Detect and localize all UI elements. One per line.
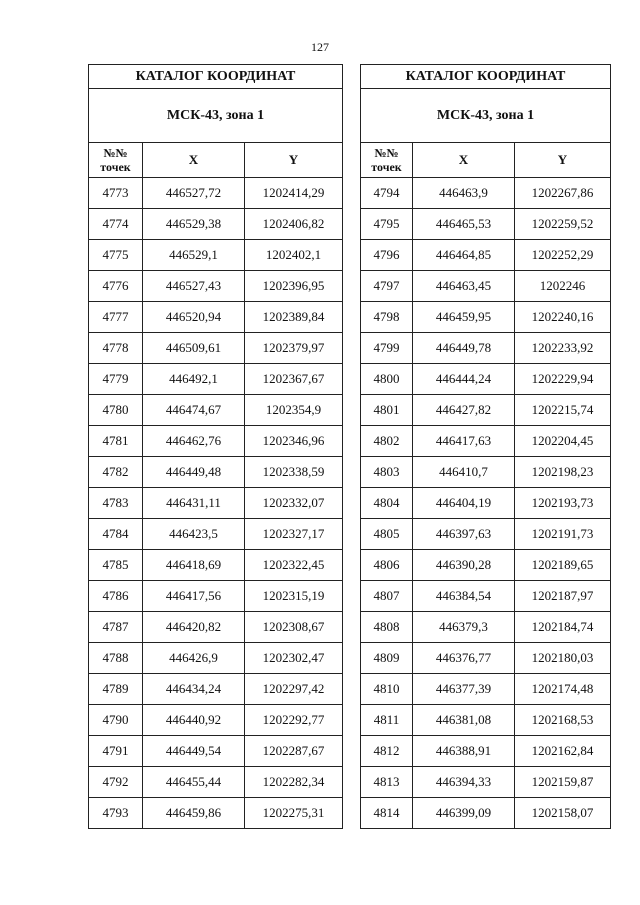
x-coordinate-cell: 446529,38: [143, 209, 245, 240]
y-coordinate-cell: 1202191,73: [515, 519, 611, 550]
y-coordinate-cell: 1202252,29: [515, 240, 611, 271]
point-number-cell: 4814: [361, 798, 413, 829]
point-number-cell: 4796: [361, 240, 413, 271]
page-number: 127: [311, 40, 329, 54]
table-row: [89, 767, 343, 798]
x-coordinate-cell: 446463,45: [413, 271, 515, 302]
x-coordinate-cell: 446394,33: [413, 767, 515, 798]
table-row: [89, 736, 343, 767]
point-number-cell: 4795: [361, 209, 413, 240]
table-row: [361, 767, 611, 798]
table-row: [361, 519, 611, 550]
point-number-cell: 4803: [361, 457, 413, 488]
table-row: [89, 240, 343, 271]
x-coordinate-cell: 446399,09: [413, 798, 515, 829]
table-row: [89, 581, 343, 612]
point-number-cell: 4781: [89, 426, 143, 457]
point-number-cell: 4808: [361, 612, 413, 643]
column-header-point-number-line1: №№: [103, 146, 128, 160]
y-coordinate-cell: 1202379,97: [245, 333, 343, 364]
point-number-cell: 4797: [361, 271, 413, 302]
catalog-subtitle: МСК-43, зона 1: [89, 89, 343, 143]
point-number-cell: 4790: [89, 705, 143, 736]
point-number-cell: 4782: [89, 457, 143, 488]
table-row: [361, 581, 611, 612]
column-header-point-number-line1: №№: [374, 146, 399, 160]
point-number-cell: 4810: [361, 674, 413, 705]
y-coordinate-cell: 1202240,16: [515, 302, 611, 333]
x-coordinate-cell: 446427,82: [413, 395, 515, 426]
point-number-cell: 4774: [89, 209, 143, 240]
point-number-cell: 4787: [89, 612, 143, 643]
point-number-cell: 4779: [89, 364, 143, 395]
y-coordinate-cell: 1202297,42: [245, 674, 343, 705]
point-number-cell: 4788: [89, 643, 143, 674]
table-row: [89, 209, 343, 240]
y-coordinate-cell: 1202215,74: [515, 395, 611, 426]
catalog-body-right: [361, 178, 611, 829]
x-coordinate-cell: 446449,48: [143, 457, 245, 488]
table-row: [361, 736, 611, 767]
x-coordinate-cell: 446465,53: [413, 209, 515, 240]
table-row: [361, 798, 611, 829]
y-coordinate-cell: 1202396,95: [245, 271, 343, 302]
y-coordinate-cell: 1202315,19: [245, 581, 343, 612]
x-coordinate-cell: 446431,11: [143, 488, 245, 519]
point-number-cell: 4805: [361, 519, 413, 550]
point-number-cell: 4809: [361, 643, 413, 674]
point-number-cell: 4777: [89, 302, 143, 333]
y-coordinate-cell: 1202187,97: [515, 581, 611, 612]
table-row: [361, 643, 611, 674]
y-coordinate-cell: 1202338,59: [245, 457, 343, 488]
table-row: [361, 240, 611, 271]
x-coordinate-cell: 446377,39: [413, 674, 515, 705]
x-coordinate-cell: 446379,3: [413, 612, 515, 643]
column-header-y: Y: [515, 143, 611, 178]
table-row: [361, 705, 611, 736]
table-row: [89, 364, 343, 395]
y-coordinate-cell: 1202367,67: [245, 364, 343, 395]
y-coordinate-cell: 1202204,45: [515, 426, 611, 457]
table-row: [361, 488, 611, 519]
point-number-cell: 4776: [89, 271, 143, 302]
table-row: [89, 550, 343, 581]
x-coordinate-cell: 446418,69: [143, 550, 245, 581]
y-coordinate-cell: 1202322,45: [245, 550, 343, 581]
x-coordinate-cell: 446440,92: [143, 705, 245, 736]
column-header-point-number-line2: точек: [371, 160, 402, 174]
table-row: [89, 705, 343, 736]
column-header-y: Y: [245, 143, 343, 178]
table-row: [361, 674, 611, 705]
point-number-cell: 4775: [89, 240, 143, 271]
y-coordinate-cell: 1202229,94: [515, 364, 611, 395]
table-row: [361, 364, 611, 395]
x-coordinate-cell: 446455,44: [143, 767, 245, 798]
table-row: [89, 612, 343, 643]
y-coordinate-cell: 1202193,73: [515, 488, 611, 519]
x-coordinate-cell: 446384,54: [413, 581, 515, 612]
table-row: [361, 209, 611, 240]
table-row: [89, 674, 343, 705]
point-number-cell: 4792: [89, 767, 143, 798]
catalog-title: КАТАЛОГ КООРДИНАТ: [361, 65, 611, 89]
x-coordinate-cell: 446464,85: [413, 240, 515, 271]
point-number-cell: 4799: [361, 333, 413, 364]
y-coordinate-cell: 1202402,1: [245, 240, 343, 271]
table-row: [361, 457, 611, 488]
table-row: [89, 302, 343, 333]
point-number-cell: 4804: [361, 488, 413, 519]
table-row: [89, 426, 343, 457]
point-number-cell: 4811: [361, 705, 413, 736]
point-number-cell: 4812: [361, 736, 413, 767]
table-row: [361, 333, 611, 364]
y-coordinate-cell: 1202198,23: [515, 457, 611, 488]
catalog-title: КАТАЛОГ КООРДИНАТ: [89, 65, 343, 89]
catalog-body-left: [89, 178, 343, 829]
table-row: [89, 271, 343, 302]
y-coordinate-cell: 1202292,77: [245, 705, 343, 736]
point-number-cell: 4780: [89, 395, 143, 426]
x-coordinate-cell: 446423,5: [143, 519, 245, 550]
column-header-point-number-line2: точек: [100, 160, 131, 174]
point-number-cell: 4794: [361, 178, 413, 209]
x-coordinate-cell: 446410,7: [413, 457, 515, 488]
point-number-cell: 4778: [89, 333, 143, 364]
table-row: [361, 395, 611, 426]
x-coordinate-cell: 446417,56: [143, 581, 245, 612]
y-coordinate-cell: 1202233,92: [515, 333, 611, 364]
table-row: [361, 612, 611, 643]
x-coordinate-cell: 446527,43: [143, 271, 245, 302]
catalog-subtitle: МСК-43, зона 1: [361, 89, 611, 143]
table-row: [89, 457, 343, 488]
y-coordinate-cell: 1202302,47: [245, 643, 343, 674]
table-row: [89, 643, 343, 674]
point-number-cell: 4807: [361, 581, 413, 612]
y-coordinate-cell: 1202327,17: [245, 519, 343, 550]
table-row: [89, 395, 343, 426]
x-coordinate-cell: 446527,72: [143, 178, 245, 209]
point-number-cell: 4784: [89, 519, 143, 550]
table-row: [89, 798, 343, 829]
x-coordinate-cell: 446417,63: [413, 426, 515, 457]
x-coordinate-cell: 446397,63: [413, 519, 515, 550]
x-coordinate-cell: 446449,54: [143, 736, 245, 767]
x-coordinate-cell: 446492,1: [143, 364, 245, 395]
x-coordinate-cell: 446376,77: [413, 643, 515, 674]
table-row: [89, 519, 343, 550]
y-coordinate-cell: 1202174,48: [515, 674, 611, 705]
table-row: [361, 302, 611, 333]
point-number-cell: 4773: [89, 178, 143, 209]
table-row: [89, 178, 343, 209]
y-coordinate-cell: 1202282,34: [245, 767, 343, 798]
table-row: [361, 178, 611, 209]
y-coordinate-cell: 1202158,07: [515, 798, 611, 829]
table-row: [361, 550, 611, 581]
x-coordinate-cell: 446520,94: [143, 302, 245, 333]
x-coordinate-cell: 446390,28: [413, 550, 515, 581]
x-coordinate-cell: 446449,78: [413, 333, 515, 364]
y-coordinate-cell: 1202267,86: [515, 178, 611, 209]
x-coordinate-cell: 446459,86: [143, 798, 245, 829]
x-coordinate-cell: 446509,61: [143, 333, 245, 364]
point-number-cell: 4806: [361, 550, 413, 581]
y-coordinate-cell: 1202332,07: [245, 488, 343, 519]
column-header-point-number: [361, 143, 413, 178]
x-coordinate-cell: 446381,08: [413, 705, 515, 736]
x-coordinate-cell: 446474,67: [143, 395, 245, 426]
y-coordinate-cell: 1202162,84: [515, 736, 611, 767]
y-coordinate-cell: 1202168,53: [515, 705, 611, 736]
x-coordinate-cell: 446463,9: [413, 178, 515, 209]
y-coordinate-cell: 1202189,65: [515, 550, 611, 581]
x-coordinate-cell: 446404,19: [413, 488, 515, 519]
x-coordinate-cell: 446444,24: [413, 364, 515, 395]
y-coordinate-cell: 1202389,84: [245, 302, 343, 333]
y-coordinate-cell: 1202259,52: [515, 209, 611, 240]
y-coordinate-cell: 1202246: [515, 271, 611, 302]
y-coordinate-cell: 1202184,74: [515, 612, 611, 643]
column-header-x: X: [413, 143, 515, 178]
point-number-cell: 4785: [89, 550, 143, 581]
y-coordinate-cell: 1202287,67: [245, 736, 343, 767]
table-row: [89, 333, 343, 364]
point-number-cell: 4786: [89, 581, 143, 612]
y-coordinate-cell: 1202159,87: [515, 767, 611, 798]
column-header-x: X: [143, 143, 245, 178]
y-coordinate-cell: 1202180,03: [515, 643, 611, 674]
point-number-cell: 4789: [89, 674, 143, 705]
x-coordinate-cell: 446434,24: [143, 674, 245, 705]
y-coordinate-cell: 1202354,9: [245, 395, 343, 426]
y-coordinate-cell: 1202406,82: [245, 209, 343, 240]
table-row: [361, 271, 611, 302]
x-coordinate-cell: 446459,95: [413, 302, 515, 333]
y-coordinate-cell: 1202308,67: [245, 612, 343, 643]
coordinate-catalog-right: [360, 64, 611, 829]
point-number-cell: 4793: [89, 798, 143, 829]
x-coordinate-cell: 446420,82: [143, 612, 245, 643]
point-number-cell: 4813: [361, 767, 413, 798]
point-number-cell: 4800: [361, 364, 413, 395]
point-number-cell: 4801: [361, 395, 413, 426]
y-coordinate-cell: 1202275,31: [245, 798, 343, 829]
point-number-cell: 4791: [89, 736, 143, 767]
point-number-cell: 4798: [361, 302, 413, 333]
x-coordinate-cell: 446426,9: [143, 643, 245, 674]
x-coordinate-cell: 446529,1: [143, 240, 245, 271]
point-number-cell: 4802: [361, 426, 413, 457]
y-coordinate-cell: 1202414,29: [245, 178, 343, 209]
point-number-cell: 4783: [89, 488, 143, 519]
y-coordinate-cell: 1202346,96: [245, 426, 343, 457]
x-coordinate-cell: 446462,76: [143, 426, 245, 457]
column-header-point-number: [89, 143, 143, 178]
table-row: [89, 488, 343, 519]
table-row: [361, 426, 611, 457]
x-coordinate-cell: 446388,91: [413, 736, 515, 767]
coordinate-catalog-left: [88, 64, 343, 829]
